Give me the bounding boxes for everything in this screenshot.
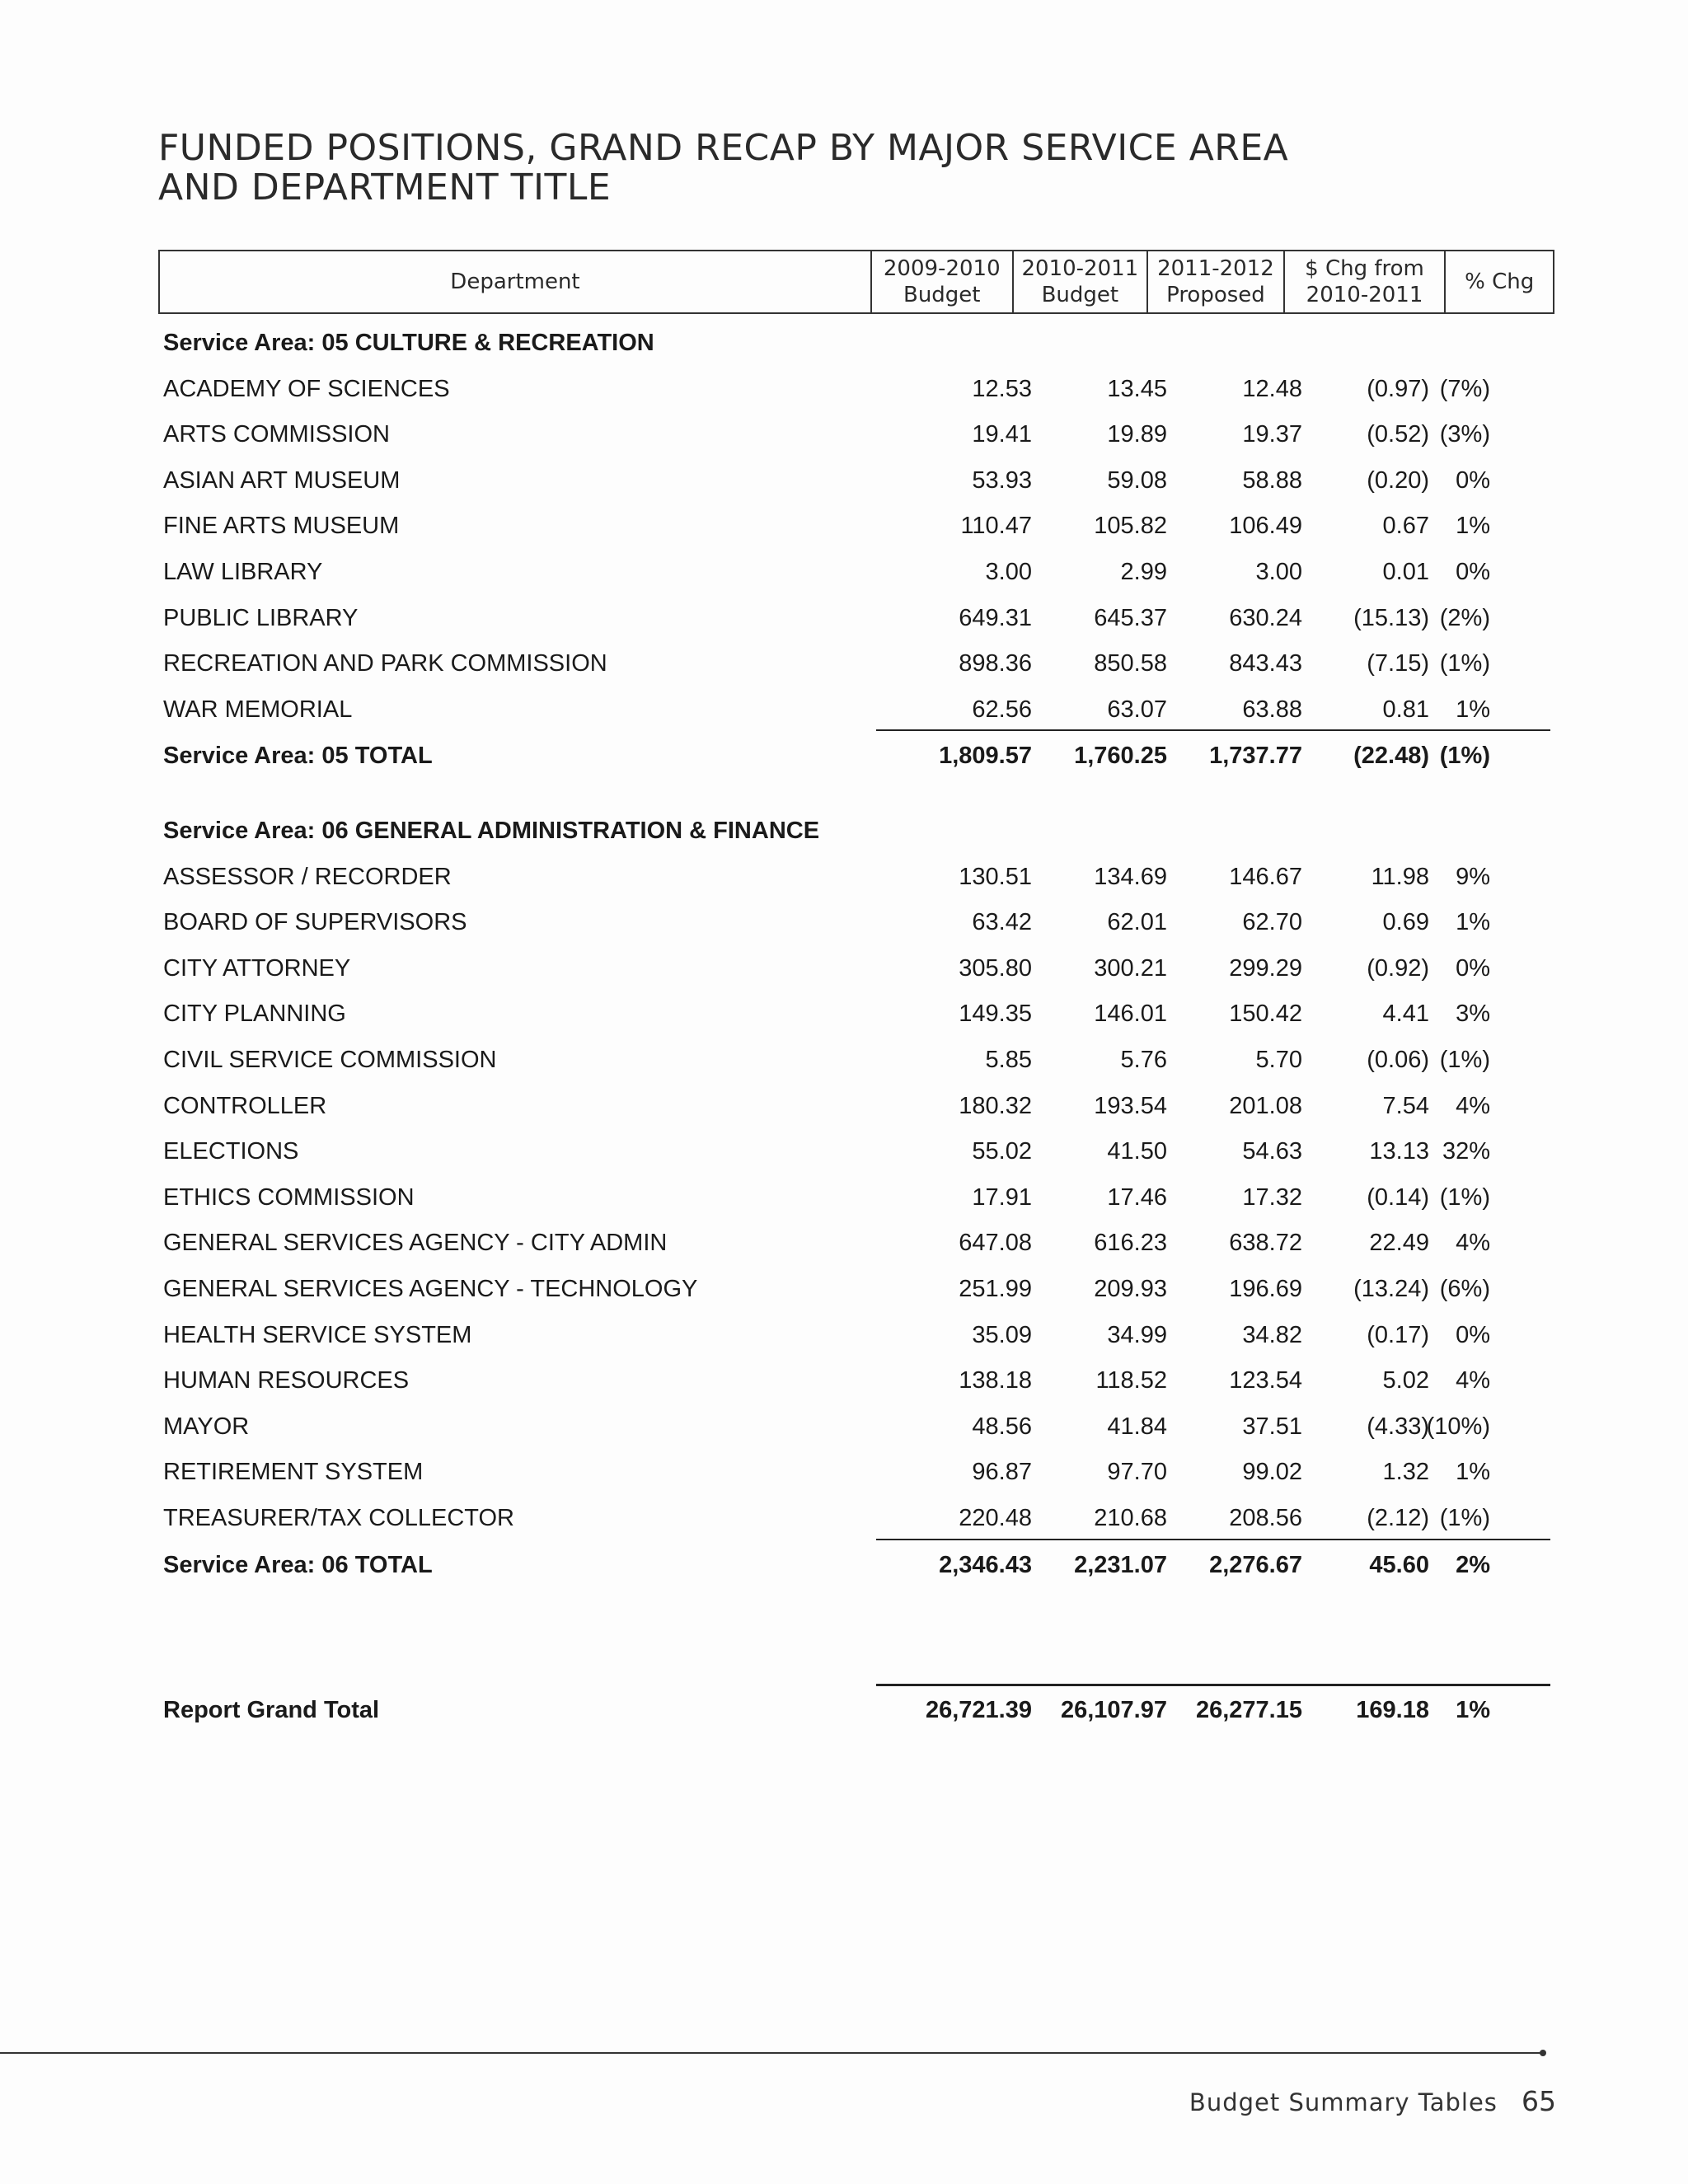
proposed-2011-2012-cell: 3.00 xyxy=(1255,559,1302,585)
proposed-2011-2012-cell: 26,277.15 xyxy=(1195,1697,1302,1723)
proposed-2011-2012-cell: 5.70 xyxy=(1255,1047,1302,1073)
table-row xyxy=(158,595,1554,641)
budget-2010-2011-cell: 41.84 xyxy=(1107,1413,1167,1440)
dollar-change-cell: 45.60 xyxy=(1369,1551,1429,1578)
service-area-total-row xyxy=(158,733,1554,779)
budget-2010-2011-cell: 645.37 xyxy=(1094,604,1167,631)
budget-2010-2011-cell: 26,107.97 xyxy=(1060,1697,1167,1723)
proposed-2011-2012-cell: 843.43 xyxy=(1229,650,1302,677)
footer-rule-dot xyxy=(1540,2050,1546,2056)
percent-change-cell: (1%) xyxy=(1439,743,1490,770)
department-name: CONTROLLER xyxy=(163,1092,327,1119)
proposed-2011-2012-cell: 630.24 xyxy=(1229,604,1302,631)
table-row xyxy=(158,1266,1554,1312)
percent-change-cell: 4% xyxy=(1456,1092,1490,1119)
page-title xyxy=(158,129,1559,208)
department-name: TREASURER/TAX COLLECTOR xyxy=(163,1505,514,1531)
percent-change-cell: 32% xyxy=(1442,1138,1490,1165)
department-name: GENERAL SERVICES AGENCY - CITY ADMIN xyxy=(163,1230,668,1257)
percent-change-cell: 0% xyxy=(1456,559,1490,585)
dollar-change-cell: 0.81 xyxy=(1382,696,1429,723)
header-label: 2010-2011 xyxy=(1306,283,1423,307)
dollar-change-cell: 169.18 xyxy=(1356,1697,1429,1723)
table-row xyxy=(158,366,1554,412)
department-name: ELECTIONS xyxy=(163,1138,299,1165)
percent-change-cell: (3%) xyxy=(1439,421,1490,448)
table-row xyxy=(158,1404,1554,1450)
budget-2010-2011-cell: 63.07 xyxy=(1107,696,1167,723)
percent-change-cell: (1%) xyxy=(1439,1047,1490,1073)
budget-2010-2011-cell: 105.82 xyxy=(1094,513,1167,540)
budget-2009-2010-cell: 17.91 xyxy=(972,1183,1032,1211)
dollar-change-cell: (0.20) xyxy=(1367,466,1429,494)
percent-change-cell: 4% xyxy=(1456,1230,1490,1257)
dollar-change-cell: (13.24) xyxy=(1353,1276,1429,1302)
percent-change-cell: (1%) xyxy=(1439,650,1490,677)
budget-2009-2010-cell: 647.08 xyxy=(959,1230,1032,1257)
department-name: CIVIL SERVICE COMMISSION xyxy=(163,1047,497,1073)
budget-2009-2010-cell: 220.48 xyxy=(959,1505,1032,1531)
budget-2010-2011-cell: 2,231.07 xyxy=(1074,1551,1167,1578)
department-name: MAYOR xyxy=(163,1413,250,1440)
department-name: Service Area: 05 TOTAL xyxy=(163,743,433,770)
department-name: ACADEMY OF SCIENCES xyxy=(163,375,450,402)
footer-section-title: Budget Summary Tables xyxy=(1189,2088,1498,2116)
dollar-change-cell: 5.02 xyxy=(1382,1367,1429,1394)
percent-change-cell: (7%) xyxy=(1439,375,1490,402)
department-name: RECREATION AND PARK COMMISSION xyxy=(163,650,607,677)
dollar-change-cell: 22.49 xyxy=(1369,1230,1429,1257)
footer-rule xyxy=(0,2052,1543,2054)
subtotal-rule xyxy=(876,729,1550,731)
page-title-line-1: FUNDED POSITIONS, GRAND RECAP BY MAJOR SERVICE AREA xyxy=(158,127,1289,169)
proposed-2011-2012-cell: 1,737.77 xyxy=(1209,743,1302,770)
table-row xyxy=(158,1357,1554,1404)
percent-change-cell: (10%) xyxy=(1426,1413,1490,1440)
header-label: Proposed xyxy=(1166,283,1265,307)
table-row xyxy=(158,1174,1554,1221)
percent-change-cell: 0% xyxy=(1456,466,1490,494)
table-row xyxy=(158,411,1554,457)
budget-2009-2010-cell: 2,346.43 xyxy=(939,1551,1032,1578)
proposed-2011-2012-cell: 638.72 xyxy=(1229,1230,1302,1257)
table-row xyxy=(158,1495,1554,1541)
proposed-2011-2012-cell: 34.82 xyxy=(1242,1321,1302,1348)
subtotal-rule xyxy=(876,1684,1550,1686)
percent-change-cell: 0% xyxy=(1456,1321,1490,1348)
department-name: BOARD OF SUPERVISORS xyxy=(163,909,467,936)
department-name: ASIAN ART MUSEUM xyxy=(163,466,401,494)
header-percent-change xyxy=(1444,251,1553,312)
budget-2010-2011-cell: 19.89 xyxy=(1107,421,1167,448)
department-name: CITY PLANNING xyxy=(163,1001,346,1028)
proposed-2011-2012-cell: 150.42 xyxy=(1229,1001,1302,1028)
proposed-2011-2012-cell: 17.32 xyxy=(1242,1183,1302,1211)
dollar-change-cell: 4.41 xyxy=(1382,1001,1429,1028)
budget-2009-2010-cell: 305.80 xyxy=(959,954,1032,982)
budget-2009-2010-cell: 649.31 xyxy=(959,604,1032,631)
proposed-2011-2012-cell: 299.29 xyxy=(1229,954,1302,982)
dollar-change-cell: (22.48) xyxy=(1353,743,1429,770)
proposed-2011-2012-cell: 201.08 xyxy=(1229,1092,1302,1119)
dollar-change-cell: 11.98 xyxy=(1371,863,1429,890)
budget-2009-2010-cell: 48.56 xyxy=(972,1413,1032,1440)
percent-change-cell: (1%) xyxy=(1439,1505,1490,1531)
dollar-change-cell: 0.67 xyxy=(1382,513,1429,540)
percent-change-cell: 9% xyxy=(1456,863,1490,890)
department-name: HEALTH SERVICE SYSTEM xyxy=(163,1321,472,1348)
budget-2009-2010-cell: 3.00 xyxy=(985,559,1032,585)
service-area-total-row xyxy=(158,1542,1554,1588)
budget-2010-2011-cell: 210.68 xyxy=(1094,1505,1167,1531)
dollar-change-cell: 1.32 xyxy=(1382,1459,1429,1486)
dollar-change-cell: 13.13 xyxy=(1369,1138,1429,1165)
table-row xyxy=(158,503,1554,549)
department-name: GENERAL SERVICES AGENCY - TECHNOLOGY xyxy=(163,1276,698,1302)
proposed-2011-2012-cell: 37.51 xyxy=(1242,1413,1302,1440)
department-name: Service Area: 06 TOTAL xyxy=(163,1551,433,1578)
dollar-change-cell: (0.92) xyxy=(1367,954,1429,982)
department-name: Service Area: 05 CULTURE & RECREATION xyxy=(163,330,654,356)
dollar-change-cell: (7.15) xyxy=(1367,650,1429,677)
budget-2009-2010-cell: 149.35 xyxy=(959,1001,1032,1028)
percent-change-cell: 2% xyxy=(1456,1551,1490,1578)
subtotal-rule xyxy=(876,1539,1550,1540)
table-row xyxy=(158,640,1554,687)
budget-2010-2011-cell: 616.23 xyxy=(1094,1230,1167,1257)
table-row xyxy=(158,687,1554,733)
department-name: CITY ATTORNEY xyxy=(163,954,351,982)
percent-change-cell: (6%) xyxy=(1439,1276,1490,1302)
percent-change-cell: 1% xyxy=(1456,513,1490,540)
page-footer xyxy=(1189,2085,1556,2117)
budget-2010-2011-cell: 209.93 xyxy=(1094,1276,1167,1302)
proposed-2011-2012-cell: 123.54 xyxy=(1229,1367,1302,1394)
dollar-change-cell: (0.14) xyxy=(1367,1183,1429,1211)
percent-change-cell: 1% xyxy=(1456,1459,1490,1486)
budget-2010-2011-cell: 118.52 xyxy=(1095,1367,1167,1394)
budget-2010-2011-cell: 62.01 xyxy=(1107,909,1167,936)
proposed-2011-2012-cell: 2,276.67 xyxy=(1209,1551,1302,1578)
budget-2009-2010-cell: 251.99 xyxy=(959,1276,1032,1302)
header-label: 2009-2010 xyxy=(883,256,1001,281)
dollar-change-cell: (15.13) xyxy=(1353,604,1429,631)
budget-2010-2011-cell: 5.76 xyxy=(1120,1047,1167,1073)
dollar-change-cell: (0.06) xyxy=(1367,1047,1429,1073)
budget-2010-2011-cell: 34.99 xyxy=(1107,1321,1167,1348)
header-label: 2010-2011 xyxy=(1021,256,1139,281)
proposed-2011-2012-cell: 106.49 xyxy=(1229,513,1302,540)
budget-2010-2011-cell: 146.01 xyxy=(1094,1001,1167,1028)
proposed-2011-2012-cell: 146.67 xyxy=(1229,863,1302,890)
table-row xyxy=(158,899,1554,945)
department-name: PUBLIC LIBRARY xyxy=(163,604,359,631)
budget-2009-2010-cell: 110.47 xyxy=(960,513,1032,540)
department-name: Service Area: 06 GENERAL ADMINISTRATION & FINANCE xyxy=(163,818,820,844)
header-label: % Chg xyxy=(1465,269,1535,294)
department-name: Report Grand Total xyxy=(163,1697,380,1723)
budget-2010-2011-cell: 41.50 xyxy=(1107,1138,1167,1165)
budget-2010-2011-cell: 59.08 xyxy=(1107,466,1167,494)
percent-change-cell: 1% xyxy=(1456,1697,1490,1723)
dollar-change-cell: 7.54 xyxy=(1382,1092,1429,1119)
dollar-change-cell: (0.52) xyxy=(1367,421,1429,448)
budget-2010-2011-cell: 850.58 xyxy=(1094,650,1167,677)
proposed-2011-2012-cell: 62.70 xyxy=(1242,909,1302,936)
header-department xyxy=(160,251,870,312)
proposed-2011-2012-cell: 63.88 xyxy=(1242,696,1302,723)
budget-2009-2010-cell: 35.09 xyxy=(972,1321,1032,1348)
table-row xyxy=(158,1037,1554,1083)
header-label: Budget xyxy=(903,283,981,307)
department-name: ASSESSOR / RECORDER xyxy=(163,863,452,890)
department-name: WAR MEMORIAL xyxy=(163,696,353,723)
proposed-2011-2012-cell: 12.48 xyxy=(1242,375,1302,402)
department-name: LAW LIBRARY xyxy=(163,559,323,585)
budget-2010-2011-cell: 134.69 xyxy=(1094,863,1167,890)
percent-change-cell: 0% xyxy=(1456,954,1490,982)
budget-2009-2010-cell: 63.42 xyxy=(972,909,1032,936)
budget-2010-2011-cell: 13.45 xyxy=(1107,375,1167,402)
budget-2010-2011-cell: 193.54 xyxy=(1094,1092,1167,1119)
budget-2009-2010-cell: 180.32 xyxy=(959,1092,1032,1119)
budget-2009-2010-cell: 62.56 xyxy=(972,696,1032,723)
table-row xyxy=(158,1312,1554,1358)
department-name: RETIREMENT SYSTEM xyxy=(163,1459,424,1486)
table-row xyxy=(158,1083,1554,1129)
budget-2009-2010-cell: 12.53 xyxy=(972,375,1032,402)
dollar-change-cell: 0.69 xyxy=(1382,909,1429,936)
header-2011-2012-proposed xyxy=(1146,251,1283,312)
proposed-2011-2012-cell: 54.63 xyxy=(1242,1138,1302,1165)
budget-2009-2010-cell: 19.41 xyxy=(972,421,1032,448)
header-2010-2011-budget xyxy=(1012,251,1147,312)
budget-2009-2010-cell: 898.36 xyxy=(959,650,1032,677)
table-row xyxy=(158,945,1554,991)
table-row xyxy=(158,549,1554,595)
percent-change-cell: 1% xyxy=(1456,909,1490,936)
service-area-heading xyxy=(158,808,1554,854)
page-number: 65 xyxy=(1522,2085,1556,2117)
table-row xyxy=(158,1220,1554,1266)
budget-2009-2010-cell: 26,721.39 xyxy=(925,1697,1032,1723)
proposed-2011-2012-cell: 58.88 xyxy=(1242,466,1302,494)
budget-2009-2010-cell: 53.93 xyxy=(972,466,1032,494)
header-dollar-change xyxy=(1283,251,1445,312)
percent-change-cell: 3% xyxy=(1456,1001,1490,1028)
dollar-change-cell: (4.33) xyxy=(1367,1413,1429,1440)
table-header xyxy=(158,250,1554,314)
dollar-change-cell: (0.97) xyxy=(1367,375,1429,402)
grand-total-row xyxy=(158,1687,1554,1733)
header-label: Budget xyxy=(1041,283,1119,307)
budget-2009-2010-cell: 1,809.57 xyxy=(939,743,1032,770)
header-department-label: Department xyxy=(450,269,580,294)
dollar-change-cell: (0.17) xyxy=(1367,1321,1429,1348)
table-row xyxy=(158,457,1554,504)
budget-2010-2011-cell: 97.70 xyxy=(1107,1459,1167,1486)
percent-change-cell: 1% xyxy=(1456,696,1490,723)
department-name: ETHICS COMMISSION xyxy=(163,1183,415,1211)
table-row xyxy=(158,991,1554,1037)
page-title-line-2: AND DEPARTMENT TITLE xyxy=(158,166,612,209)
dollar-change-cell: (2.12) xyxy=(1367,1505,1429,1531)
header-2009-2010-budget xyxy=(870,251,1012,312)
table-row xyxy=(158,1449,1554,1495)
budget-2010-2011-cell: 17.46 xyxy=(1107,1183,1167,1211)
proposed-2011-2012-cell: 208.56 xyxy=(1229,1505,1302,1531)
budget-2009-2010-cell: 5.85 xyxy=(985,1047,1032,1073)
budget-2009-2010-cell: 55.02 xyxy=(972,1138,1032,1165)
table-row xyxy=(158,1128,1554,1174)
department-name: ARTS COMMISSION xyxy=(163,421,390,448)
budget-2009-2010-cell: 138.18 xyxy=(959,1367,1032,1394)
proposed-2011-2012-cell: 99.02 xyxy=(1242,1459,1302,1486)
dollar-change-cell: 0.01 xyxy=(1382,559,1429,585)
budget-2010-2011-cell: 300.21 xyxy=(1094,954,1167,982)
budget-2009-2010-cell: 96.87 xyxy=(972,1459,1032,1486)
service-area-heading xyxy=(158,320,1554,366)
percent-change-cell: 4% xyxy=(1456,1367,1490,1394)
header-label: 2011-2012 xyxy=(1157,256,1274,281)
percent-change-cell: (1%) xyxy=(1439,1183,1490,1211)
department-name: HUMAN RESOURCES xyxy=(163,1367,410,1394)
header-label: $ Chg from xyxy=(1305,256,1424,281)
proposed-2011-2012-cell: 196.69 xyxy=(1229,1276,1302,1302)
budget-2010-2011-cell: 1,760.25 xyxy=(1074,743,1167,770)
percent-change-cell: (2%) xyxy=(1439,604,1490,631)
budget-2009-2010-cell: 130.51 xyxy=(959,863,1032,890)
department-name: FINE ARTS MUSEUM xyxy=(163,513,400,540)
table-row xyxy=(158,854,1554,900)
proposed-2011-2012-cell: 19.37 xyxy=(1242,421,1302,448)
budget-2010-2011-cell: 2.99 xyxy=(1120,559,1167,585)
